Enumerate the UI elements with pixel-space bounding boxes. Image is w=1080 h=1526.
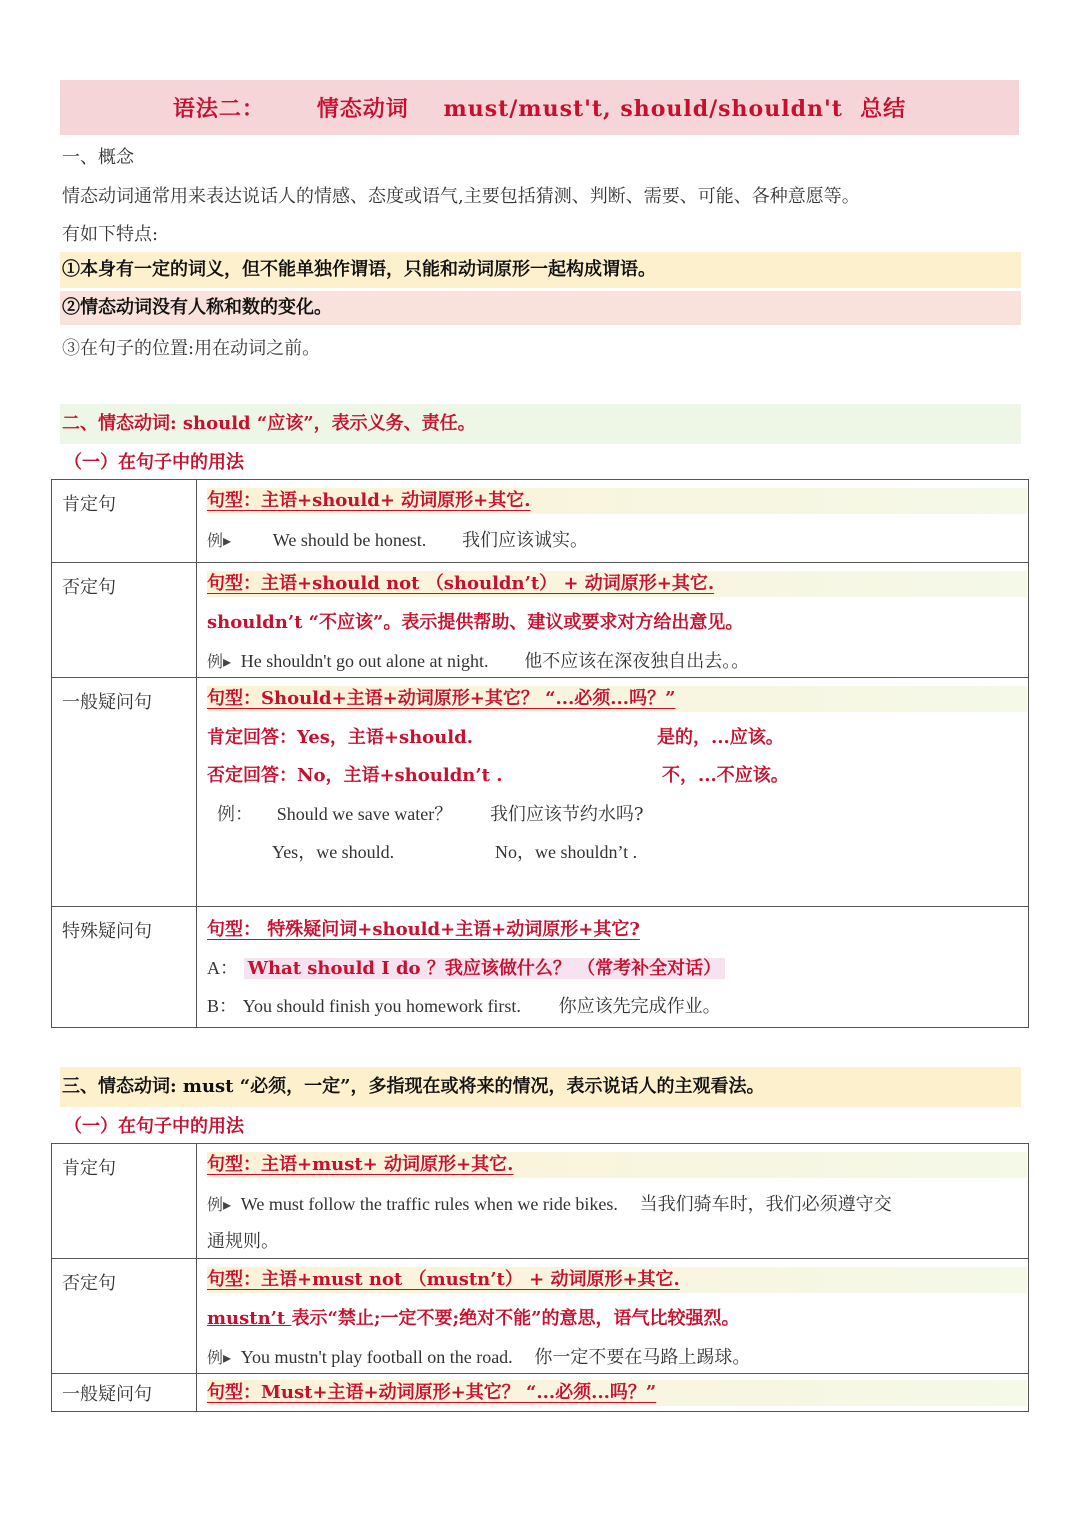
concept-point3: ③在句子的位置:用在动词之前。	[62, 338, 321, 359]
concept-point2: ②情态动词没有人称和数的变化。	[60, 291, 1021, 325]
should-heading: 二、情态动词: should “应该”，表示义务、责任。	[60, 404, 1021, 444]
should-wh-dialog-b-zh: 你应该先完成作业。	[558, 996, 721, 1017]
should-pos-answer: 肯定回答：Yes，主语+should.	[207, 727, 473, 748]
title-part2: 情态动词	[316, 96, 409, 122]
should-positive-pattern: 句型：主语+should+ 动词原形+其它.	[207, 488, 1027, 514]
should-positive-example-en: We should be honest.	[272, 530, 427, 550]
should-positive-example-zh: 我们应该诚实。	[462, 530, 589, 551]
must-negative-note-word: mustn’t	[207, 1308, 292, 1329]
must-negative-note: 表示“禁止;一定不要;绝对不能”的意思，语气比较强烈。	[291, 1308, 740, 1329]
should-yesno-answer-no: No，we shouldn’t .	[495, 842, 638, 862]
must-table	[51, 1143, 1029, 1412]
must-positive-pattern: 句型：主语+must+ 动词原形+其它.	[207, 1152, 1027, 1178]
should-negative-example-en: He shouldn't go out alone at night.	[240, 651, 489, 671]
dialog-a-prefix: A：	[207, 958, 238, 978]
row-label-yesno: 一般疑问句	[52, 1374, 197, 1412]
should-table	[51, 479, 1029, 1028]
should-neg-answer: 否定回答：No，主语+shouldn’t .	[207, 765, 503, 786]
title-part3: must/must't, should/shouldn't 总结	[443, 96, 907, 122]
should-negative-pattern: 句型：主语+should not （shouldn’t） + 动词原形+其它.	[207, 571, 1027, 597]
must-negative-example-en: You mustn't play football on the road.	[240, 1347, 513, 1367]
should-wh-dialog-b-en: You should finish you homework first.	[242, 996, 521, 1016]
should-negative-example-zh: 他不应该在深夜独自出去。。	[524, 651, 750, 672]
row-label-negative: 否定句	[52, 1259, 197, 1374]
example-marker: 例▸	[207, 1348, 232, 1367]
table-row	[52, 563, 1029, 678]
example-marker: 例▸	[207, 531, 232, 550]
row-label-positive: 肯定句	[52, 480, 197, 563]
must-subheading: （一）在句子中的用法	[64, 1116, 244, 1137]
row-label-yesno: 一般疑问句	[52, 678, 197, 907]
should-yesno-question-en: Should we save water？	[276, 804, 453, 824]
table-row	[52, 1374, 1029, 1412]
should-pos-meaning: 是的，...应该。	[657, 727, 784, 748]
should-yesno-pattern: 句型：Should+主语+动词原形+其它？ “...必须...吗？”	[207, 686, 1027, 712]
must-positive-example-en: We must follow the traffic rules when we ride bikes.	[240, 1194, 618, 1214]
example-marker: 例：	[217, 804, 253, 825]
should-yesno-answer-yes: Yes，we should.	[272, 842, 395, 862]
table-row	[52, 480, 1029, 563]
should-wh-pattern: 句型： 特殊疑问词+should+主语+动词原形+其它?	[207, 919, 640, 940]
should-neg-meaning: 不，...不应该。	[662, 765, 789, 786]
should-subheading: （一）在句子中的用法	[64, 452, 244, 473]
row-label-negative: 否定句	[52, 563, 197, 678]
table-row	[52, 1259, 1029, 1374]
must-yesno-pattern: 句型：Must+主语+动词原形+其它？ “...必须...吗？”	[207, 1380, 1027, 1406]
concept-desc2: 有如下特点:	[62, 224, 159, 245]
should-yesno-question-zh: 我们应该节约水吗?	[489, 804, 644, 825]
title-banner	[60, 80, 1019, 135]
row-label-positive: 肯定句	[52, 1144, 197, 1259]
concept-desc1: 情态动词通常用来表达说话人的情感、态度或语气,主要包括猜测、判断、需要、可能、各种意愿等。	[62, 186, 860, 207]
must-negative-example-zh: 你一定不要在马路上踢球。	[534, 1347, 751, 1368]
concept-point1: ①本身有一定的词义，但不能单独作谓语，只能和动词原形一起构成谓语。	[60, 252, 1021, 288]
example-marker: 例▸	[207, 652, 232, 671]
table-row	[52, 1144, 1029, 1259]
table-row	[52, 678, 1029, 907]
should-wh-dialog-a: What should I do ？我应该做什么？ （常考补全对话）	[244, 958, 725, 979]
dialog-b-prefix: B：	[207, 996, 238, 1016]
should-negative-note: shouldn’t “不应该”。表示提供帮助、建议或要求对方给出意见。	[207, 612, 744, 633]
must-positive-example-zh: 当我们骑车时，我们必须遵守交	[639, 1194, 892, 1215]
title-part1: 语法二：	[172, 96, 265, 122]
must-positive-example-zh-cont: 通规则。	[207, 1231, 279, 1252]
concept-heading: 一、概念	[62, 147, 134, 168]
must-heading: 三、情态动词: must “必须，一定”，多指现在或将来的情况，表示说话人的主观看法。	[60, 1067, 1021, 1107]
row-label-wh: 特殊疑问句	[52, 907, 197, 1028]
must-negative-pattern: 句型：主语+must not （mustn’t） + 动词原形+其它.	[207, 1267, 1027, 1293]
example-marker: 例▸	[207, 1195, 232, 1214]
table-row	[52, 907, 1029, 1028]
